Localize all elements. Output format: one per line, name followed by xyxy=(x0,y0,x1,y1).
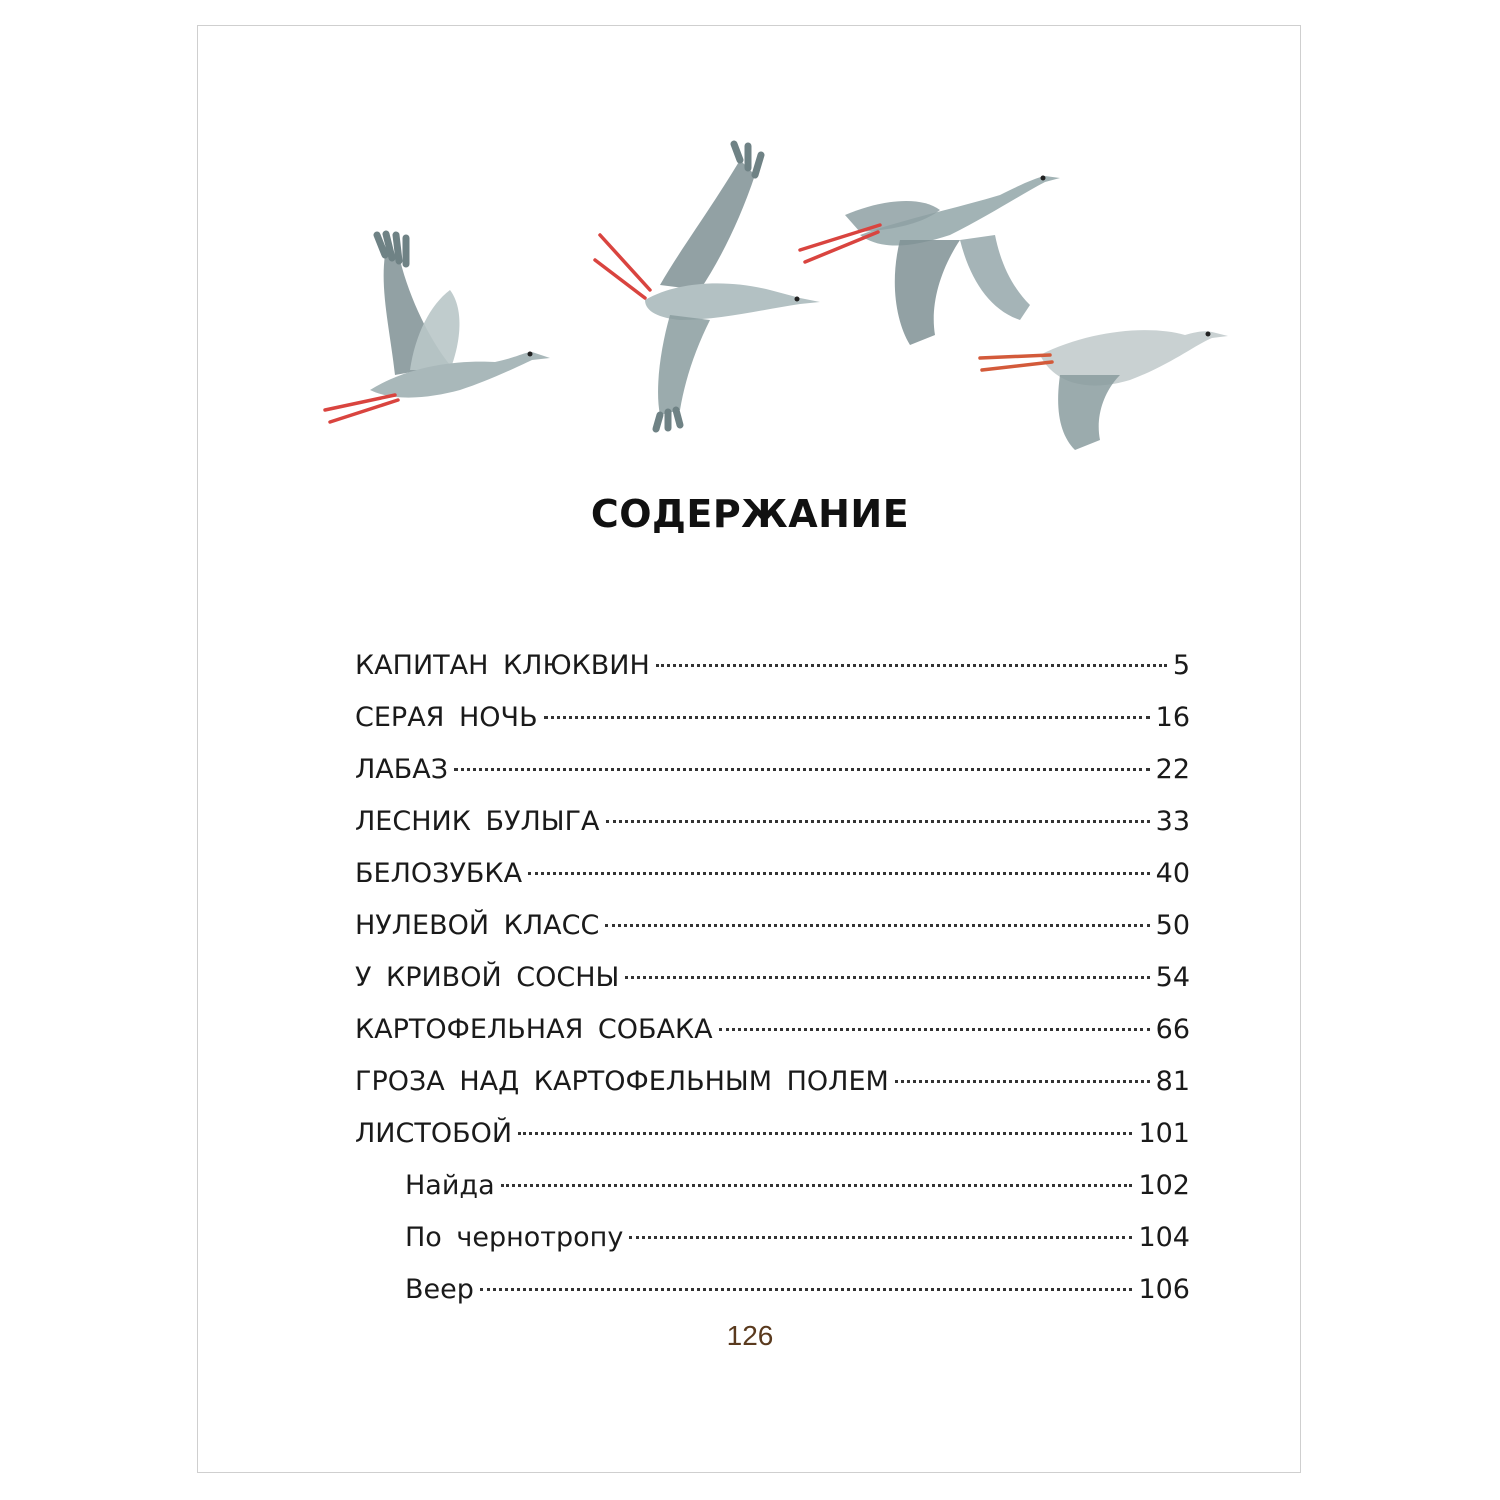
toc-entry-page: 106 xyxy=(1138,1274,1190,1305)
dot-leader xyxy=(606,820,1150,823)
toc-entry-title: ЛЕСНИК БУЛЫГА xyxy=(355,806,600,837)
toc-entry-page: 40 xyxy=(1155,858,1190,889)
toc-entry-title: ЛИСТОБОЙ xyxy=(355,1118,513,1149)
dot-leader xyxy=(518,1132,1132,1135)
dot-leader xyxy=(719,1028,1150,1031)
toc-entry-page: 81 xyxy=(1155,1066,1190,1097)
toc-entry-page: 16 xyxy=(1155,702,1190,733)
toc-entry-title: БЕЛОЗУБКА xyxy=(355,858,523,889)
toc-entry-page: 102 xyxy=(1138,1170,1190,1201)
dot-leader xyxy=(895,1080,1150,1083)
toc-entry[interactable] xyxy=(355,1108,1190,1160)
toc-entry-title: По чернотропу xyxy=(405,1222,624,1253)
crane-1-icon xyxy=(325,234,550,422)
toc-entry[interactable] xyxy=(355,692,1190,744)
toc-entry[interactable] xyxy=(355,1056,1190,1108)
flying-cranes-icon xyxy=(300,140,1240,460)
toc-entry-page: 54 xyxy=(1155,962,1190,993)
toc-entry[interactable] xyxy=(355,848,1190,900)
dot-leader xyxy=(625,976,1149,979)
toc-entry-page: 33 xyxy=(1155,806,1190,837)
toc-entry-page: 104 xyxy=(1138,1222,1190,1253)
table-of-contents xyxy=(355,640,1190,1316)
dot-leader xyxy=(544,716,1150,719)
toc-entry[interactable] xyxy=(355,952,1190,1004)
toc-entry-title: Найда xyxy=(405,1170,495,1201)
toc-entry-title: КАПИТАН КЛЮКВИН xyxy=(355,650,650,681)
toc-entry-title: ЛАБАЗ xyxy=(355,754,449,785)
dot-leader xyxy=(528,872,1150,875)
crane-4-icon xyxy=(980,330,1228,450)
toc-entry[interactable] xyxy=(355,900,1190,952)
toc-entry[interactable] xyxy=(355,1160,1190,1212)
toc-entry-title: У КРИВОЙ СОСНЫ xyxy=(355,962,620,993)
toc-entry[interactable] xyxy=(355,744,1190,796)
toc-entry[interactable] xyxy=(355,640,1190,692)
toc-entry-title: НУЛЕВОЙ КЛАСС xyxy=(355,910,600,941)
toc-entry-title: Веер xyxy=(405,1274,474,1305)
toc-entry[interactable] xyxy=(355,1004,1190,1056)
dot-leader xyxy=(501,1184,1133,1187)
toc-entry-page: 50 xyxy=(1155,910,1190,941)
crane-2-icon xyxy=(595,144,820,429)
toc-entry-title: КАРТОФЕЛЬНАЯ СОБАКА xyxy=(355,1014,713,1045)
dot-leader xyxy=(454,768,1150,771)
toc-entry-page: 101 xyxy=(1138,1118,1190,1149)
dot-leader xyxy=(605,924,1149,927)
page-title: СОДЕРЖАНИЕ xyxy=(590,492,910,536)
dot-leader xyxy=(629,1236,1132,1239)
toc-entry[interactable] xyxy=(355,1264,1190,1316)
dot-leader xyxy=(656,664,1167,667)
toc-entry-title: СЕРАЯ НОЧЬ xyxy=(355,702,538,733)
toc-entry-page: 22 xyxy=(1155,754,1190,785)
toc-entry[interactable] xyxy=(355,1212,1190,1264)
toc-entry-title: ГРОЗА НАД КАРТОФЕЛЬНЫМ ПОЛЕМ xyxy=(355,1066,889,1097)
page-number: 126 xyxy=(726,1320,774,1351)
toc-entry[interactable] xyxy=(355,796,1190,848)
crane-3-icon xyxy=(800,176,1060,346)
toc-entry-page: 5 xyxy=(1172,650,1190,681)
toc-entry-page: 66 xyxy=(1155,1014,1190,1045)
dot-leader xyxy=(480,1288,1133,1291)
